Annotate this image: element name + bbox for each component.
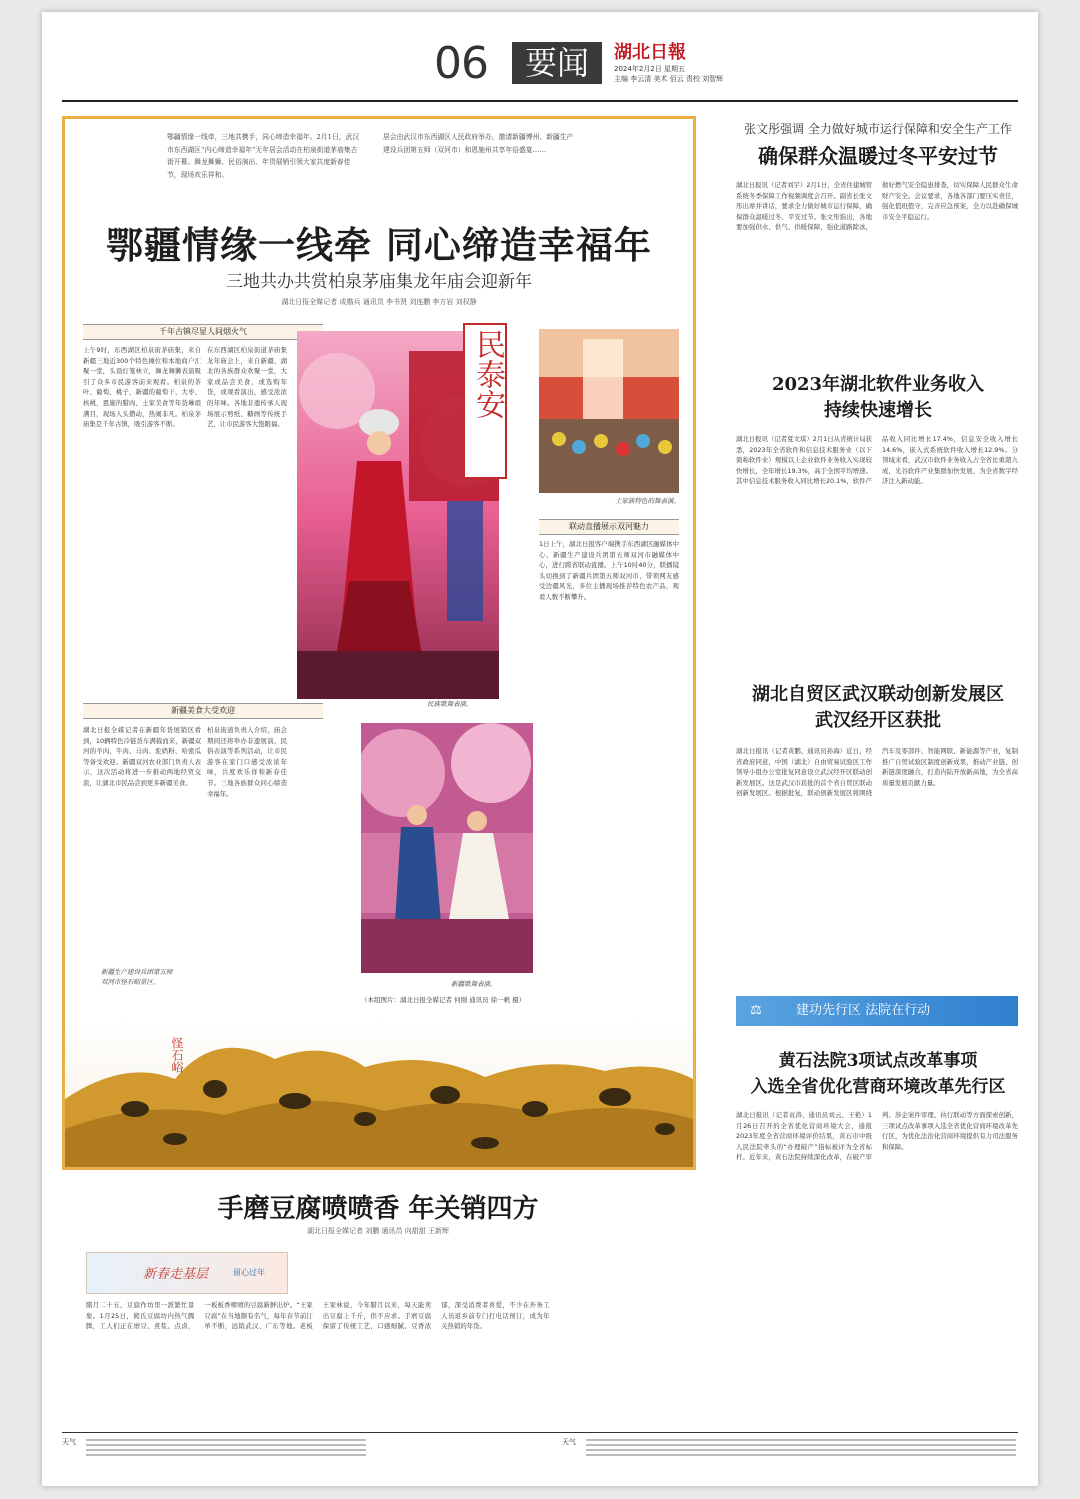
article2-kicker: 张文彤强调 全力做好城市运行保障和安全生产工作 [744, 122, 1012, 136]
weather-label: 天气 [62, 1438, 76, 1446]
column-logo-text: 新春走基层 [143, 1267, 209, 1282]
feature-subtitle: 三地共办共赏柏泉茅庙集龙年庙会迎新年 [226, 272, 532, 292]
weather-strip [62, 1432, 1018, 1467]
article6-byline: 湖北日报全媒记者 刘鹏 通讯员 向甜甜 王新辉 [307, 1227, 449, 1235]
weather-lines-left [86, 1439, 366, 1441]
weather-label-right: 天气 [562, 1438, 576, 1446]
gavel-icon: ⚖ [750, 1003, 762, 1018]
caption-2: 土家族特色的舞表演。 [615, 497, 680, 505]
article5-title-2: 入选全省优化营商环境改革先行区 [750, 1077, 1006, 1097]
subhead-2: 联动直播展示双河魅力 [539, 519, 679, 535]
caption-1: 民族歌舞表演。 [427, 700, 473, 708]
masthead [62, 30, 1018, 102]
section-label: 要闻 [512, 42, 602, 84]
subhead-1: 千年古镇尽显人间烟火气 [83, 324, 323, 340]
photo-tujia-dance-image [539, 329, 679, 493]
feature-text-3: 1日上午，湖北日报客户端携手东西湖区融媒体中心、新疆生产建设兵团第五师双河市融媒体中心，进行跨省联动直播。上午10时40分，联播镜头切换到了新疆兵团第五师双河市，带领网友感受边疆风光，多位主播现场推荐特色农产品，观看人数不断攀升。 [539, 540, 679, 601]
feature-text-1: 上午9时，东西湖区柏泉街茅庙集，来自新疆三地近300个特色摊位和本地商户汇聚一堂，头顶灯笼林立，舞龙舞狮表演吸引了众多市民游客前来观看。柏泉的茶叶、葡萄、桃子，新疆的葡萄干、大枣、核桃，恩施的腊肉、土家美食等年货琳琅满目，现场人头攒动，热闹非凡。柏泉茅庙集是千年古镇，吸引游客不断。 [83, 346, 201, 429]
page-number: 06 [434, 38, 488, 89]
article5-title-1: 黄石法院3项试点改革事项 [778, 1051, 978, 1071]
feature-title: 鄂疆情缘一线牵 同心缔造幸福年 [106, 224, 652, 267]
article2-title: 确保群众温暖过冬平安过节 [758, 144, 998, 168]
photo-xinjiang-dance-image [361, 723, 533, 973]
feature-text-5: 柏泉街道负责人介绍，庙会期间还将举办非遗展演、民俗表演等系列活动，让市民游客在家门口感受浓浓年味，共度欢乐祥和新春佳节。三地各族群众同心缔造幸福年。 [207, 726, 287, 798]
issue-meta [614, 64, 754, 84]
feature-text-2: 在东西湖区柏泉街道茅庙集龙年庙会上，来自新疆、湖北的各族群众欢聚一堂，大家或品尝美食，或选购年货，或观看演出，感受浓浓的年味。各地非遗传承人现场展示剪纸、糖画等传统手艺，让市民游客大饱眼福。 [207, 346, 287, 429]
banner-label: 建功先行区 法院在行动 [796, 1003, 931, 1018]
article6-title: 手磨豆腐喷喷香 年关销四方 [217, 1194, 539, 1224]
lead-right: 居会由武汉市东西湖区人民政府举办，邀请新疆博州、新疆生产建设兵团第五师（双河市）和恩施州共享年俗盛宴…… [383, 133, 574, 154]
article4-text: 湖北日报讯（记者黄鹏、通讯员孙海）近日，经省政府同意，中国（湖北）自由贸易试验区工作领导小组办公室批复同意设立武汉经开区联动创新发展区。这是武汉市获批的首个省自贸区联动创新发展区。根据批复，联动创新发展区将围绕汽车及零部件、智能网联、新能源等产业，复制推广自贸试验区制度创新成果，推动产业链、创新链深度融合，打造内陆开放新高地，为全省高质量发展贡献力量。 [736, 747, 1018, 798]
article5-text: 湖北日报讯（记者袁涛、通讯员刘云、王艳）1月26日召开的全省优化营商环境大会，通报2023年度全省营商环境评价结果，黄石市中级人民法院牵头的“办理破产”指标被评为全省标杆。近年来，黄石法院持续深化改革，在破产审判、涉企案件审理、执行联动等方面探索创新，三项试点改革事项入选全省优化营商环境改革先行区，为优化法治化营商环境提供有力司法服务和保障。 [736, 1111, 1018, 1162]
issue-editors: 主编 李云清 美术 佰云 责校 刘智辉 [614, 75, 724, 83]
article4-title-2: 武汉经开区获批 [815, 710, 941, 731]
column-logo [86, 1252, 288, 1294]
article4-title-1: 湖北自贸区武汉联动创新发展区 [752, 684, 1004, 705]
caption-3: 新疆歌舞表演。 [451, 980, 497, 988]
article3-title-2: 持续快速增长 [824, 400, 932, 421]
rock-inscription: 怪石峪 [170, 1037, 184, 1073]
column-logo-sub: 留心过年 [233, 1268, 265, 1277]
photo-rock-landscape-image [65, 1019, 693, 1167]
subhead-3: 新疆美食大受欢迎 [83, 703, 323, 719]
festival-sign [463, 323, 507, 479]
festival-sign-text: 民泰安 [470, 329, 505, 419]
photo-tujia-dance [539, 329, 679, 493]
weather-lines-right [586, 1439, 1016, 1441]
caption-4: 新疆生产建设兵团第五师双河市怪石峪景区。 [101, 968, 173, 986]
article6-text: 腊月二十五，豆腐作坊里一派繁忙景象。1月25日，熊氏豆腐坊内热气腾腾，工人们正在磨豆、煮浆、点卤，一板板香喷喷的豆腐新鲜出炉。“王家豆腐”在当地颇有名气，每年春节前订单不断，远销武汉、广东等地。老板王家林说，今年腊月以来，每天能卖出豆腐上千斤，供不应求。手磨豆腐保留了传统工艺，口感细腻、豆香浓郁，深受消费者喜爱，不少在外务工人员返乡前专门打电话预订，成为年关热销的年货。 [86, 1301, 550, 1331]
article3-text: 湖北日报讯（记者夏文琪）2月1日从省统计局获悉，2023年全省软件和信息技术服务业（以下简称软件业）规模以上企业软件业务收入实现较快增长，全年增长19.3%，高于全国平均增速。其中信息技术服务收入同比增长20.1%，软件产品收入同比增长17.4%，信息安全收入增长14.6%，嵌入式系统软件收入增长12.9%。分领域来看，武汉市软件业务收入占全省比重超九成，光谷软件产业集群加快发展，为全省数字经济注入新动能。 [736, 435, 1018, 486]
issue-date: 2024年2月2日 星期五 [614, 65, 685, 73]
lead-left: 鄂疆情缘一线牵，三地共携手，同心缔造幸福年。2月1日，武汉市东西湖区“内心缔造幸福年”无年居会活动在柏泉街道茅庙集古街开幕。舞龙舞狮、民俗演出、年货展销引领大家共度新春佳节，现场欢乐祥和。 [167, 133, 360, 179]
rule-of-law-banner [736, 996, 1018, 1026]
photo-xinjiang-dance [361, 723, 533, 973]
feature-story [62, 116, 696, 1170]
article3-title-1: 2023年湖北软件业务收入 [771, 374, 985, 395]
feature-text-4: 湖北日报全媒记者在新疆年货展销区看到，10辆特色冷链货车满载而来，新疆双河的羊肉、牛肉、马肉、驼奶粉、哈密瓜等备受欢迎。新疆双河农业部门负责人表示，这次活动将进一步推动两地经贸交流，让湖北市民品尝到更多新疆美食。 [83, 726, 201, 787]
photo-rock-landscape [65, 1019, 693, 1167]
caption-credit: （本组图片：湖北日报全媒记者 何刚 通讯员 徐一帆 摄） [361, 996, 526, 1004]
paper-name: 湖北日報 [614, 42, 686, 63]
feature-byline: 湖北日报全媒记者 成楷兵 通讯员 李书贤 刘连鹏 李方岩 刘权静 [281, 298, 477, 306]
newspaper-page [42, 12, 1038, 1486]
article2-text: 湖北日报讯（记者刘宇）2月1日，全省住建城管系统冬季保障工作视频调度会召开。副省长张文彤出席并讲话，要求全力做好城市运行保障，确保群众温暖过冬、平安过节。张文彤指出，各地要加强供水、供气、供暖保障，强化道路除冰，做好燃气安全隐患排查，切实保障人民群众生命财产安全。会议要求，各地各部门要压实责任，强化值班值守，完善应急预案，全力以赴确保城市安全平稳运行。 [736, 181, 1018, 232]
